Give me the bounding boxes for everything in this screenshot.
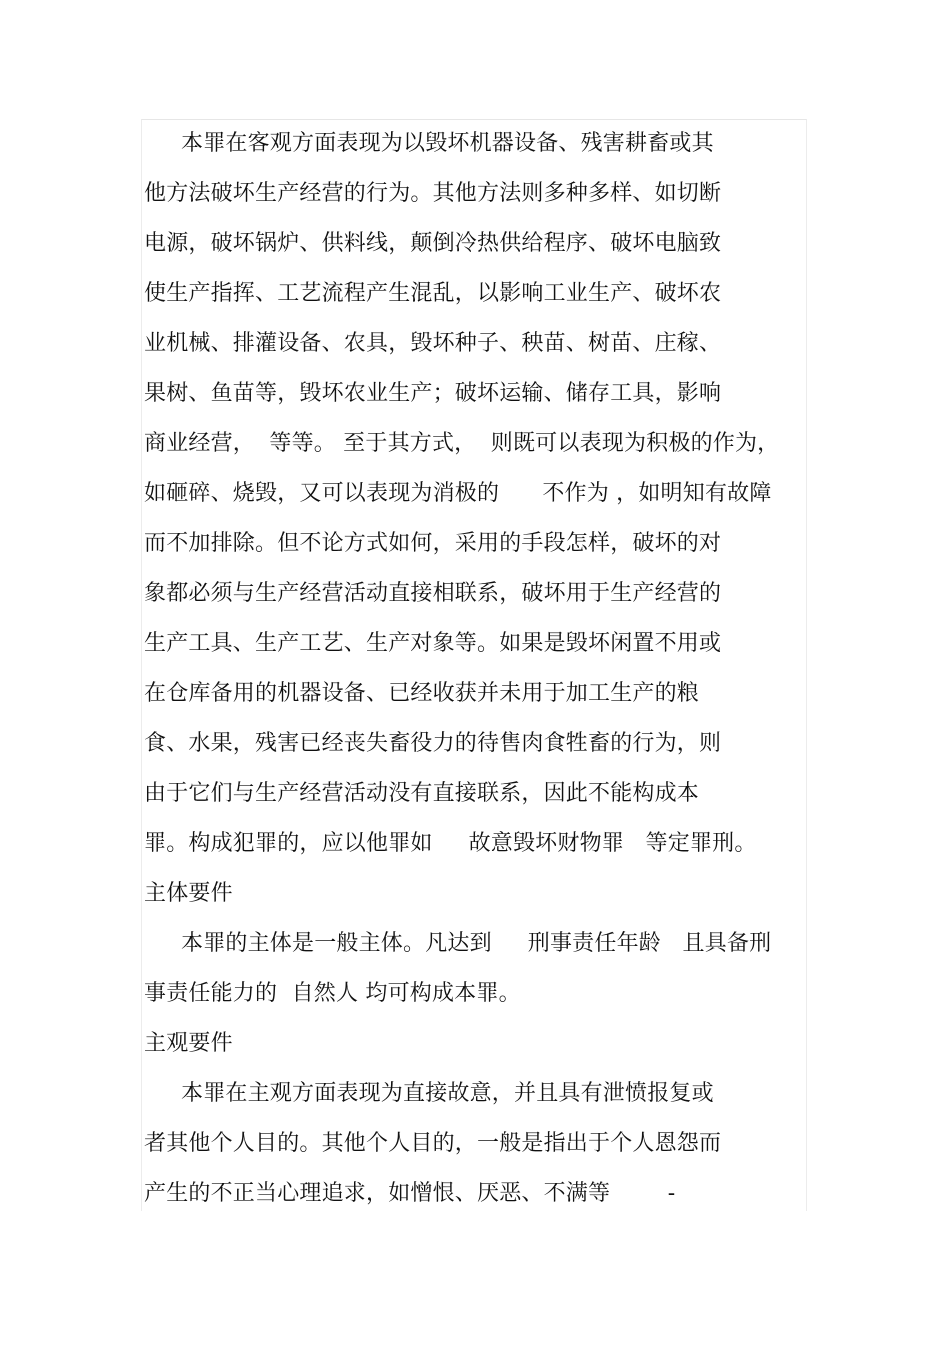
- paragraph-objective-line-5: 业机械、排灌设备、农具，毁坏种子、秧苗、树苗、庄稼、: [144, 331, 722, 356]
- paragraph-subject-line-1: 本罪的主体是一般主体。凡达到 刑事责任年龄 且具备刑: [181, 931, 772, 956]
- paragraph-objective-line-9: 而不加排除。但不论方式如何，采用的手段怎样，破坏的对: [144, 531, 722, 556]
- paragraph-objective-line-6: 果树、鱼苗等，毁坏农业生产；破坏运输、储存工具，影响: [144, 381, 722, 406]
- paragraph-objective-line-7: 商业经营， 等等。 至于其方式， 则既可以表现为积极的作为，: [144, 431, 780, 456]
- paragraph-objective-line-15: 罪。构成犯罪的，应以他罪如 故意毁坏财物罪 等定罪刑。: [144, 831, 757, 856]
- paragraph-objective-line-1: 本罪在客观方面表现为以毁坏机器设备、残害耕畜或其: [181, 131, 714, 156]
- paragraph-subjective-line-1: 本罪在主观方面表现为直接故意，并且具有泄愤报复或: [181, 1081, 714, 1106]
- paragraph-objective-line-2: 他方法破坏生产经营的行为。其他方法则多种多样、如切断: [144, 181, 722, 206]
- paragraph-objective-line-13: 食、水果，残害已经丧失畜役力的待售肉食牲畜的行为，则: [144, 731, 722, 756]
- paragraph-objective-line-12: 在仓库备用的机器设备、已经收获并未用于加工生产的粮: [144, 681, 700, 706]
- paragraph-subjective-line-2: 者其他个人目的。其他个人目的，一般是指出于个人恩怨而: [144, 1131, 722, 1156]
- paragraph-objective-line-8: 如砸碎、烧毁，又可以表现为消极的 不作为 ，如明知有故障: [144, 481, 772, 506]
- paragraph-subjective-line-3: 产生的不正当心理追求，如憎恨、厌恶、不满等 -: [144, 1181, 676, 1206]
- paragraph-objective-line-14: 由于它们与生产经营活动没有直接联系，因此不能构成本: [144, 781, 700, 806]
- paragraph-subject-line-2: 事责任能力的 自然人 均可构成本罪。: [144, 981, 521, 1006]
- paragraph-objective-line-11: 生产工具、生产工艺、生产对象等。如果是毁坏闲置不用或: [144, 631, 722, 656]
- heading-subject-element: 主体要件: [144, 881, 233, 906]
- heading-subjective-element: 主观要件: [144, 1031, 233, 1056]
- paragraph-objective-line-4: 使生产指挥、工艺流程产生混乱，以影响工业生产、破坏农: [144, 281, 722, 306]
- paragraph-objective-line-3: 电源，破坏锅炉、供料线，颠倒冷热供给程序、破坏电脑致: [144, 231, 722, 256]
- paragraph-objective-line-10: 象都必须与生产经营活动直接相联系，破坏用于生产经营的: [144, 581, 722, 606]
